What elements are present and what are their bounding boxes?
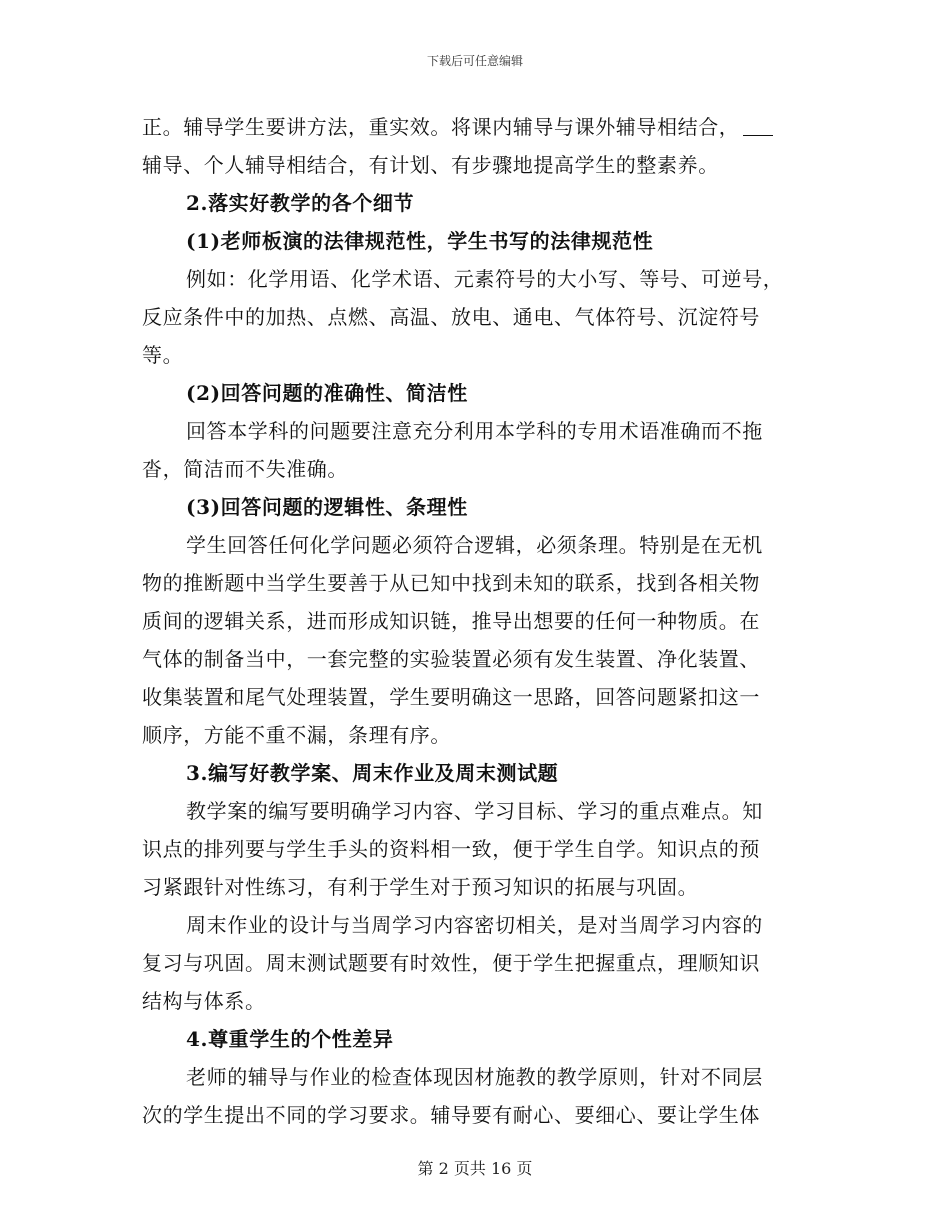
paragraph-line (142, 146, 810, 184)
line-text: 识点的排列要与学生手头的资料相一致，便于学生自学。知识点的预 (142, 837, 760, 861)
line-text: 收集装置和尾气处理装置，学生要明确这一思路，回答问题紧扣这一 (142, 685, 760, 709)
line-text: 气体的制备当中，一套完整的实验装置必须有发生装置、净化装置、 (142, 647, 760, 671)
line-text: 质间的逻辑关系，进而形成知识链，推导出想要的任何一种物质。在 (142, 609, 760, 633)
line-text: 周末作业的设计与当周学习内容密切相关，是对当周学习内容的 (186, 913, 763, 937)
line-text: 4.尊重学生的个性差异 (186, 1027, 394, 1051)
line-text: 3.编写好教学案、周末作业及周末测试题 (186, 761, 559, 785)
line-text: 次的学生提出不同的学习要求。辅导要有耐心、要细心、要让学生体 (142, 1103, 760, 1127)
line-text: 复习与巩固。周末测试题要有时效性，便于学生把握重点，理顺知识 (142, 951, 760, 975)
paragraph-line (142, 678, 810, 716)
paragraph-line (142, 792, 810, 830)
section-heading (142, 1020, 810, 1058)
line-text: 反应条件中的加热、点燃、高温、放电、通电、气体符号、沉淀符号 (142, 305, 760, 329)
paragraph-line (142, 868, 810, 906)
paragraph-line (142, 1096, 810, 1134)
paragraph-line (142, 830, 810, 868)
paragraph-line (142, 450, 810, 488)
section-heading (142, 374, 810, 412)
line-text: 正。辅导学生要讲方法，重实效。将课内辅导与课外辅导相结合， (142, 115, 740, 139)
line-text: 学生回答任何化学问题必须符合逻辑，必须条理。特别是在无机 (186, 533, 763, 557)
line-text: 回答本学科的问题要注意充分利用本学科的专用术语准确而不拖 (186, 419, 763, 443)
paragraph-line (142, 298, 810, 336)
paragraph-line (142, 108, 810, 146)
paragraph-line (142, 602, 810, 640)
line-text: 物的推断题中当学生要善于从已知中找到未知的联系，找到各相关物 (142, 571, 760, 595)
line-text: (3)回答问题的逻辑性、条理性 (186, 495, 468, 519)
line-text: 辅导、个人辅导相结合，有计划、有步骤地提高学生的整素养。 (142, 153, 719, 177)
line-text: 例如：化学用语、化学术语、元素符号的大小写、等号、可逆号， (186, 267, 784, 291)
line-text: (1)老师板演的法律规范性，学生书写的法律规范性 (186, 229, 654, 253)
paragraph-line (142, 906, 810, 944)
paragraph-line (142, 716, 810, 754)
line-text: 老师的辅导与作业的检查体现因材施教的教学原则，针对不同层 (186, 1065, 763, 1089)
paragraph-line (142, 260, 810, 298)
line-text: 顺序，方能不重不漏，条理有序。 (142, 723, 451, 747)
line-text: 等。 (142, 343, 184, 367)
paragraph-line (142, 336, 810, 374)
line-text: 沓，简洁而不失准确。 (142, 457, 348, 481)
paragraph-line (142, 526, 810, 564)
line-text: 习紧跟针对性练习，有利于学生对于预习知识的拓展与巩固。 (142, 875, 699, 899)
section-heading (142, 184, 810, 222)
paragraph-line (142, 982, 810, 1020)
page-header: 下载后可任意编辑 (426, 54, 523, 68)
page-footer: 第 2 页共 16 页 (417, 1159, 533, 1178)
document-body (142, 108, 810, 1134)
fill-in-blank (743, 113, 773, 136)
paragraph-line (142, 1058, 810, 1096)
section-heading (142, 222, 810, 260)
line-text: 2.落实好教学的各个细节 (186, 191, 415, 215)
line-text: 教学案的编写要明确学习内容、学习目标、学习的重点难点。知 (186, 799, 763, 823)
paragraph-line (142, 640, 810, 678)
paragraph-line (142, 412, 810, 450)
paragraph-line (142, 944, 810, 982)
line-text: (2)回答问题的准确性、简洁性 (186, 381, 468, 405)
line-text: 结构与体系。 (142, 989, 266, 1013)
section-heading (142, 754, 810, 792)
paragraph-line (142, 564, 810, 602)
section-heading (142, 488, 810, 526)
